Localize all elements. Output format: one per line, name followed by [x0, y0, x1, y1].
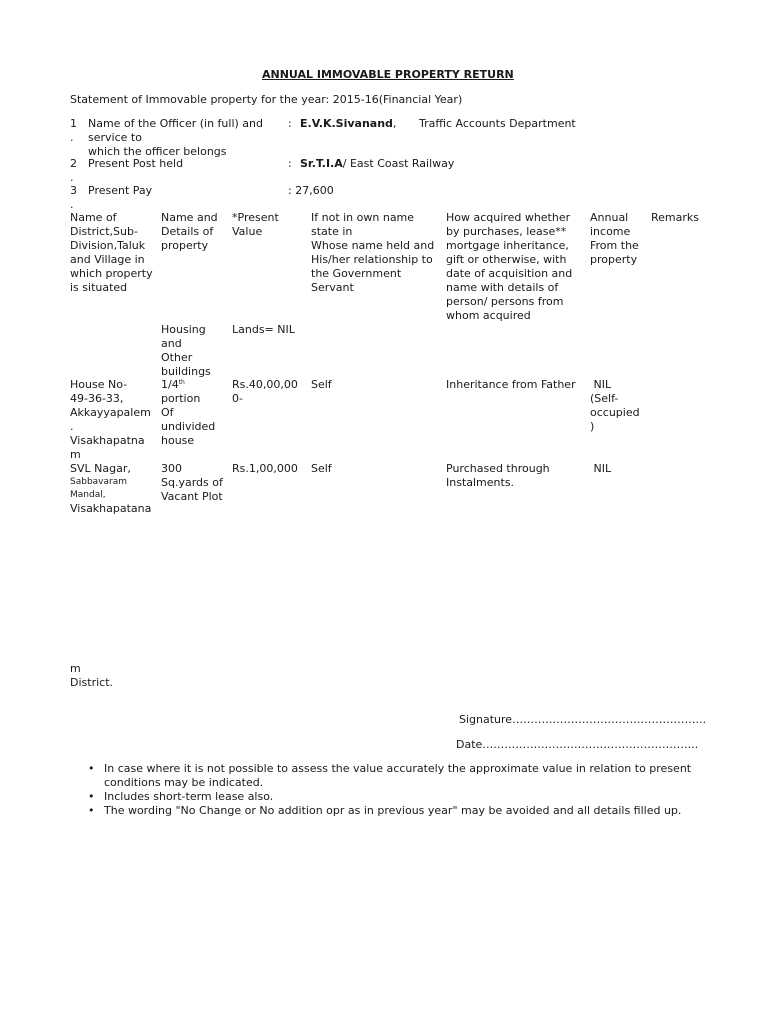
col-header-how-acquired: How acquired whether by purchases, lease** mortgage inheritance, gift or otherwise, with date of acquisition and name with details of person/ persons from whom acquired — [446, 211, 573, 322]
row-2-district-mandal: Sabbavaram Mandal, — [70, 477, 127, 500]
col-header-district: Name of District,Sub- Division,Taluk and Village in which property is situated — [70, 211, 153, 294]
row-2-not-own-name: Self — [311, 462, 332, 475]
footnote-item: • In case where it is not possible to assess the value accurately the approximate value in relation to present conditions may be indicated. — [88, 762, 704, 790]
row-2-district-tail: m District. — [70, 662, 114, 689]
row-1-details: portion Of undivided house — [161, 392, 216, 447]
footnote-item: • Includes short-term lease also. — [88, 790, 704, 804]
footnote-item: • The wording "No Change or No addition opr as in previous year" may be avoided and all details filled up. — [88, 804, 704, 818]
row-2-how-acquired: Purchased through Instalments. — [446, 462, 550, 489]
col-header-name-details: Name and Details of property — [161, 211, 218, 252]
item-3-number: 3 — [70, 184, 77, 197]
row-1-present-value: Rs.40,00,00 0- — [232, 378, 298, 405]
lands-label: Lands= NIL — [232, 323, 295, 336]
col-header-remarks: Remarks — [651, 211, 699, 224]
item-3-dot: . — [70, 198, 74, 211]
item-1-dot: . — [70, 131, 74, 144]
col-header-annual-income: Annual income From the property — [590, 211, 639, 266]
row-1-district: House No- 49-36-33, Akkayyapalem . Visakhapatna m — [70, 378, 151, 461]
col-header-present-value: *Present Value — [232, 211, 279, 238]
row-2-district-line1: SVL Nagar, — [70, 462, 131, 475]
item-2-label: Present Post held — [88, 157, 184, 170]
officer-name: E.V.K.Sivanand, — [300, 117, 397, 130]
housing-label: Housing and Other buildings — [161, 323, 211, 378]
row-1-not-own-name: Self — [311, 378, 332, 391]
statement-line: Statement of Immovable property for the year: 2015-16(Financial Year) — [70, 93, 463, 106]
present-post: Sr.T.I.A/ East Coast Railway — [300, 157, 455, 170]
signature-line: Signature…………………………………………….. — [459, 713, 707, 726]
item-1-label: Name of the Officer (in full) and service to which the officer belongs — [88, 117, 263, 158]
document-title: ANNUAL IMMOVABLE PROPERTY RETURN — [262, 68, 514, 81]
item-2-number: 2 — [70, 157, 77, 170]
row-1-annual-income: NIL (Self- occupied ) — [590, 378, 640, 433]
row-2-details: 300 Sq.yards of Vacant Plot — [161, 462, 223, 503]
row-2-annual-income: NIL — [590, 462, 612, 475]
row-1-details-head: 1/4th — [161, 378, 185, 391]
item-1-number: 1 — [70, 117, 77, 130]
present-pay: : 27,600 — [288, 184, 334, 197]
row-2-district-line3: Visakhapatana — [70, 502, 152, 515]
item-3-label: Present Pay — [88, 184, 153, 197]
col-header-not-own-name: If not in own name state in Whose name held and His/her relationship to the Government Servant — [311, 211, 435, 294]
item-2-dot: . — [70, 171, 74, 184]
row-1-how-acquired: Inheritance from Father — [446, 378, 576, 391]
officer-department: Traffic Accounts Department — [419, 117, 576, 130]
row-2-present-value: Rs.1,00,000 — [232, 462, 298, 475]
date-line: Date………………………………………………….. — [456, 738, 699, 751]
footnotes-list — [88, 762, 704, 818]
item-1-colon: : — [288, 117, 292, 130]
item-2-colon: : — [288, 157, 292, 170]
